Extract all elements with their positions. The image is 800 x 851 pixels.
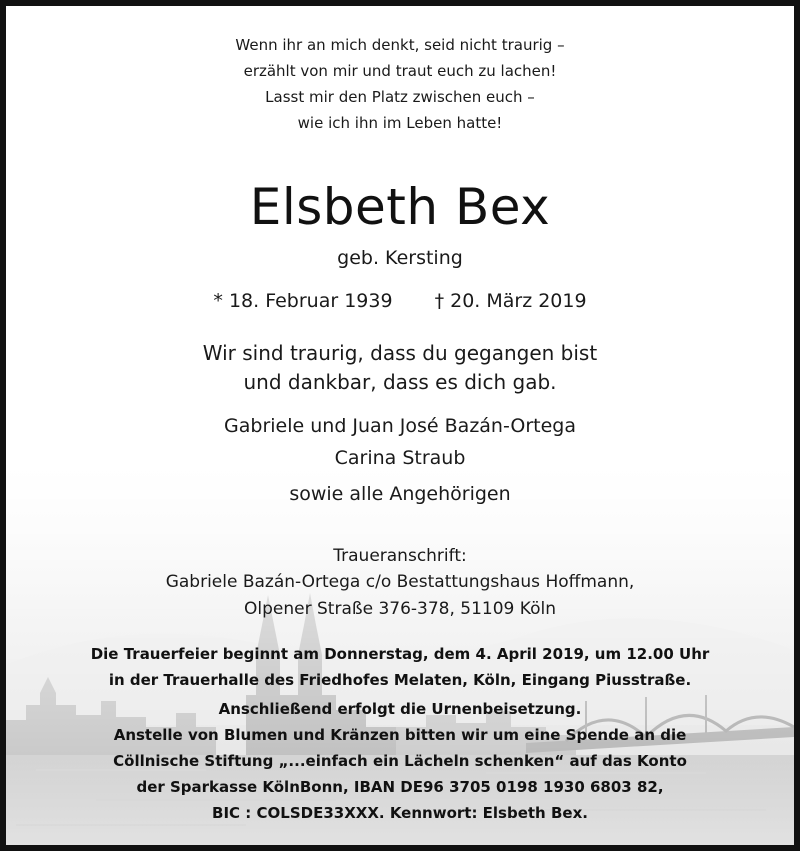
life-dates [6, 290, 794, 312]
quote-line: und dankbar, dass es dich gab. [243, 370, 557, 394]
address-label: Traueranschrift: [333, 546, 467, 566]
birth-name: geb. Kersting [337, 247, 463, 269]
ceremony-line: BIC : COLSDE33XXX. Kennwort: Elsbeth Bex. [212, 804, 588, 822]
deceased-name: Elsbeth Bex [249, 178, 551, 236]
ceremony-line: der Sparkasse KölnBonn, IBAN DE96 3705 0198 1930 6803 82, [136, 778, 664, 796]
address-line: Gabriele Bazán-Ortega c/o Bestattungshaus Hoffmann, [165, 572, 635, 592]
birth-date: * 18. Februar 1939 [213, 290, 393, 312]
mourner-line: Gabriele und Juan José Bazán-Ortega [224, 415, 576, 437]
ceremony-line: Anstelle von Blumen und Kränzen bitten wir um eine Spende an die [113, 726, 687, 744]
ceremony-line: Die Trauerfeier beginnt am Donnerstag, dem 4. April 2019, um 12.00 Uhr [90, 645, 710, 663]
quote-line: Wir sind traurig, dass du gegangen bist [202, 341, 598, 365]
ceremony-line: Cöllnische Stiftung „...einfach ein Lächeln schenken“ auf das Konto [113, 752, 687, 770]
poem-line: Wenn ihr an mich denkt, seid nicht traurig – [235, 36, 565, 54]
mourner-line: sowie alle Angehörigen [289, 483, 511, 505]
address-line: Olpener Straße 376-378, 51109 Köln [244, 599, 556, 619]
ceremony-line: in der Trauerhalle des Friedhofes Melaten, Köln, Eingang Piusstraße. [108, 671, 692, 689]
mourner-line: Carina Straub [334, 447, 466, 469]
ceremony-line: Anschließend erfolgt die Urnenbeisetzung. [218, 700, 582, 718]
poem-line: wie ich ihn im Leben hatte! [297, 114, 503, 132]
poem-line: Lasst mir den Platz zwischen euch – [265, 88, 535, 106]
notice-content [6, 6, 794, 845]
poem-line: erzählt von mir und traut euch zu lachen! [243, 62, 557, 80]
death-date: † 20. März 2019 [434, 290, 587, 312]
